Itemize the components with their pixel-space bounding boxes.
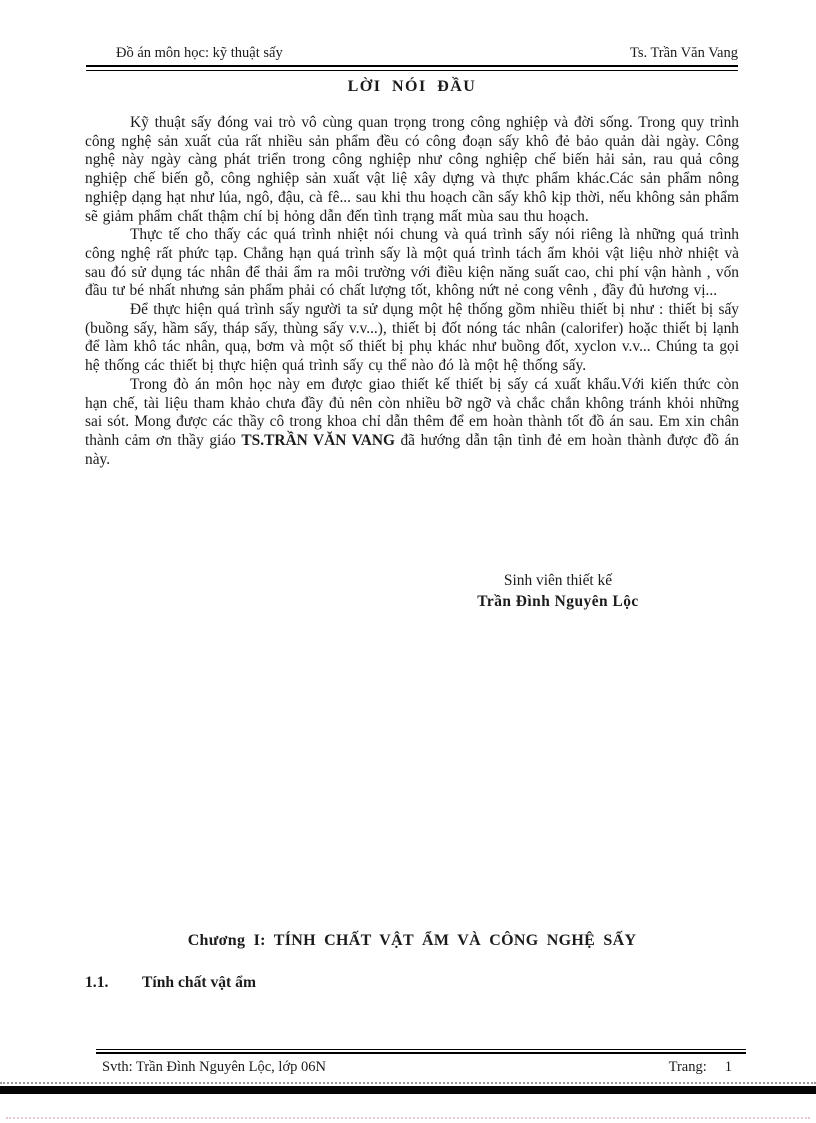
footer-page-number: 1 <box>724 1059 732 1075</box>
scan-dotted-line-bottom <box>6 1117 810 1119</box>
body-text <box>85 114 739 469</box>
section-heading <box>85 974 739 992</box>
footer-student-info: Svth: Trần Đình Nguyên Lộc, lớp 06N <box>102 1059 326 1075</box>
footer-page-label: Trang: <box>668 1059 707 1075</box>
header-teacher-name: Ts. Trần Văn Vang <box>629 45 738 61</box>
footer-double-rule <box>96 1049 746 1054</box>
header-double-rule <box>86 65 738 71</box>
paragraph-4-text-end: đã hướng dẫn tận tình đẻ em hoàn thành được đồ án này. <box>85 431 739 468</box>
paragraph-1: Kỹ thuật sấy đóng vai trò vô cùng quan trọng trong công nghiệp và đời sống. Trong quy trình công nghệ sản xuất của rất nhiều sản phẩm đều có công đoạn sấy khô đẻ bảo quản dài ngày. Công nghệ này ngày càng phát triển trong công nghiệp như công nghiệp chế biến hải sản, rau quả công nghiệp chế biến gỗ, công nghiệp sản xuất vật liệ xây dựng và thực phẩm khác.Các sản phẩm nông nghiệp dạng hạt như lúa, ngô, đậu, cà fê... sau khi thu hoạch cần sấy khô kịp thời, nếu không sản phẩm sẽ giảm phẩm chất thậm chí bị hỏng dẫn đến tình trạng mất mùa sau thu hoạch. <box>85 114 739 225</box>
section-title: Tính chất vật ẩm <box>142 974 256 991</box>
preface-title: LỜI NÓI ĐẦU <box>347 78 477 95</box>
paragraph-2: Thực tế cho thấy các quá trình nhiệt nói chung và quá trình sấy nói riêng là những quá trình công nghệ rất phức tạp. Chẳng hạn quá trình sấy là một quá trình tách ẩm khỏi vật liệu nhờ nhiệt và sau đó sử dụng tác nhân để thải ẩm ra môi trường với điều kiện năng suất cao, chi phí vận hành , vốn đầu tư bé nhất nhưng sản phẩm phải có chất lượng tốt, không nứt nẻ cong vênh , đầy đủ hương vị... <box>85 226 739 300</box>
paragraph-3: Để thực hiện quá trình sấy người ta sử dụng một hệ thống gồm nhiều thiết bị như : thiết bị sấy (buồng sấy, hầm sấy, tháp sấy, thùng sấy v.v...), thiết bị đốt nóng tác nhân (calorifer) hoặc thiết bị lạnh để làm khô tác nhân, quạ, bơm và một số thiết bị phụ khác như buồng đốt, xyclon v.v... Chúng ta gọi hệ thống các thiết bị thực hiện quá trình sấy cụ thể nào đó là một hệ thống sấy. <box>85 301 739 375</box>
paragraph-4 <box>85 376 739 470</box>
chapter-heading: Chương I: TÍNH CHẤT VẬT ẨM VÀ CÔNG NGHỆ SẤY <box>187 932 637 949</box>
paragraph-4-text: Trong đò án môn học này em được giao thiết kế thiết bị sấy cá xuất khẩu.Với kiến thức còn hạn chế, tài liệu tham khảo chưa đầy đủ nên còn nhiều bỡ ngỡ và chắc chắn không tránh khỏi những sai sót. Mong được các thầy cô trong khoa chỉ dẫn thêm để em hoàn thành tốt đồ án sau. Em xin chân thành cảm ơn thầy giáo <box>85 375 739 449</box>
page-footer <box>96 1049 746 1076</box>
section-number: 1.1. <box>85 974 109 991</box>
signature-block <box>418 570 698 612</box>
signature-name: Trần Đình Nguyên Lộc <box>477 593 639 610</box>
footer-page-indicator <box>669 1059 732 1076</box>
paragraph-4-bold-name: TS.TRẦN VĂN VANG <box>241 431 395 449</box>
page-header <box>86 44 738 71</box>
scan-dotted-line <box>0 1082 816 1084</box>
header-course-title: Đồ án môn học: kỹ thuật sấy <box>116 45 283 61</box>
signature-role: Sinh viên thiết kế <box>503 572 613 589</box>
scan-edge-bar <box>0 1086 816 1094</box>
